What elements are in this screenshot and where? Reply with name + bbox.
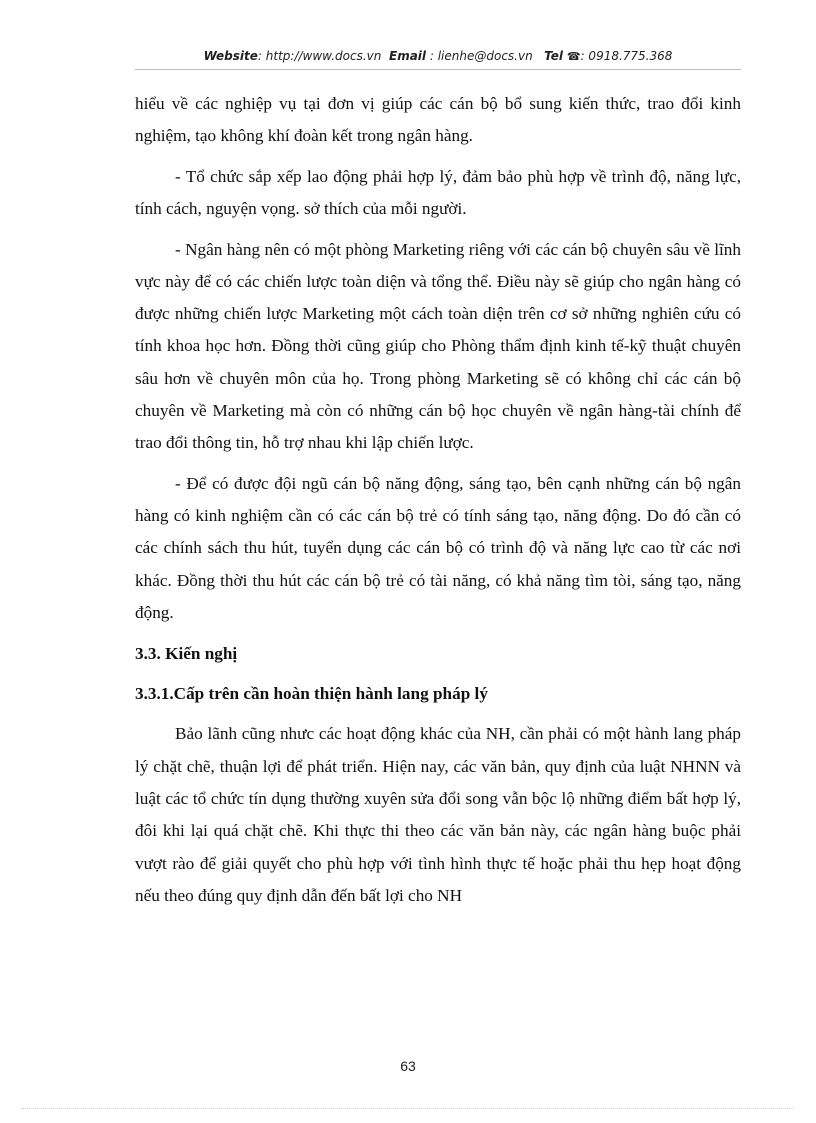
paragraph-4: - Để có được đội ngũ cán bộ năng động, sáng tạo, bên cạnh những cán bộ ngân hàng có kinh nghiệm cần có các cán bộ trẻ có tính sáng tạo, năng động. Do đó cần có các chính sách thu hút, tuyển dụng các cán bộ có trình độ và năng lực cao từ các nơi khác. Đồng thời thu hút các cán bộ trẻ có tài năng, có khả năng tìm tòi, sáng tạo, năng động. bbox=[135, 473, 741, 623]
page-header bbox=[135, 47, 741, 70]
paragraph-5: Bảo lãnh cũng nhưc các hoạt động khác của NH, cần phải có một hành lang pháp lý chặt chẽ, thuận lợi để phát triển. Hiện nay, các văn bản, quy định của luật NHNN và luật các tổ chức tín dụng thường xuyên sửa đổi song vẫn bộc lộ những điểm bất hợp lý, đôi khi lại quá chặt chẽ. Khi thực thi theo các văn bản này, các ngân hàng buộc phải vượt rào để giải quyết cho phù hợp với tình hình thực tế hoặc phải thu hẹp hoạt động nếu theo đúng quy định dẫn đến bất lợi cho NH bbox=[135, 724, 741, 905]
footer-divider bbox=[22, 1108, 794, 1109]
paragraph-3: - Ngân hàng nên có một phòng Marketing riêng với các cán bộ chuyên sâu về lĩnh vực này để có các chiến lược toàn diện và tổng thể. Điều này sẽ giúp cho ngân hàng có được những chiến lược Marketing một cách toàn diện trên cơ sở những nghiên cứu có tính khoa học hơn. Đồng thời cũng giúp cho Phòng thẩm định kinh tế-kỹ thuật chuyên sâu hơn về chuyên môn của họ. Trong phòng Marketing sẽ có không chỉ các cán bộ chuyên về Marketing mà còn có những cán bộ học chuyên về ngân hàng-tài chính để trao đổi thông tin, hỗ trợ nhau khi lập chiến lược. bbox=[135, 239, 741, 453]
document-body bbox=[135, 88, 741, 920]
paragraph-1: hiểu về các nghiệp vụ tại đơn vị giúp các cán bộ bổ sung kiến thức, trao đổi kinh nghiệm, tạo không khí đoàn kết trong ngân hàng. bbox=[135, 94, 741, 146]
subsection-heading: 3.3.1.Cấp trên cần hoàn thiện hành lang pháp lý bbox=[135, 683, 488, 703]
website-value: : http://www.docs.vn bbox=[257, 49, 382, 63]
section-heading: 3.3. Kiến nghị bbox=[135, 643, 238, 663]
email-value: : lienhe@docs.vn bbox=[429, 49, 533, 63]
tel-label: Tel bbox=[544, 49, 564, 63]
paragraph-2: - Tổ chức sắp xếp lao động phải hợp lý, đảm bảo phù hợp về trình độ, năng lực, tính cách, nguyện vọng. sở thích của mỗi người. bbox=[135, 166, 741, 219]
page-number: 63 bbox=[400, 1058, 416, 1074]
website-label: Website bbox=[203, 49, 258, 63]
phone-icon: ☎ bbox=[566, 50, 581, 63]
tel-value: : 0918.775.368 bbox=[580, 49, 673, 63]
email-label: Email bbox=[389, 49, 427, 63]
